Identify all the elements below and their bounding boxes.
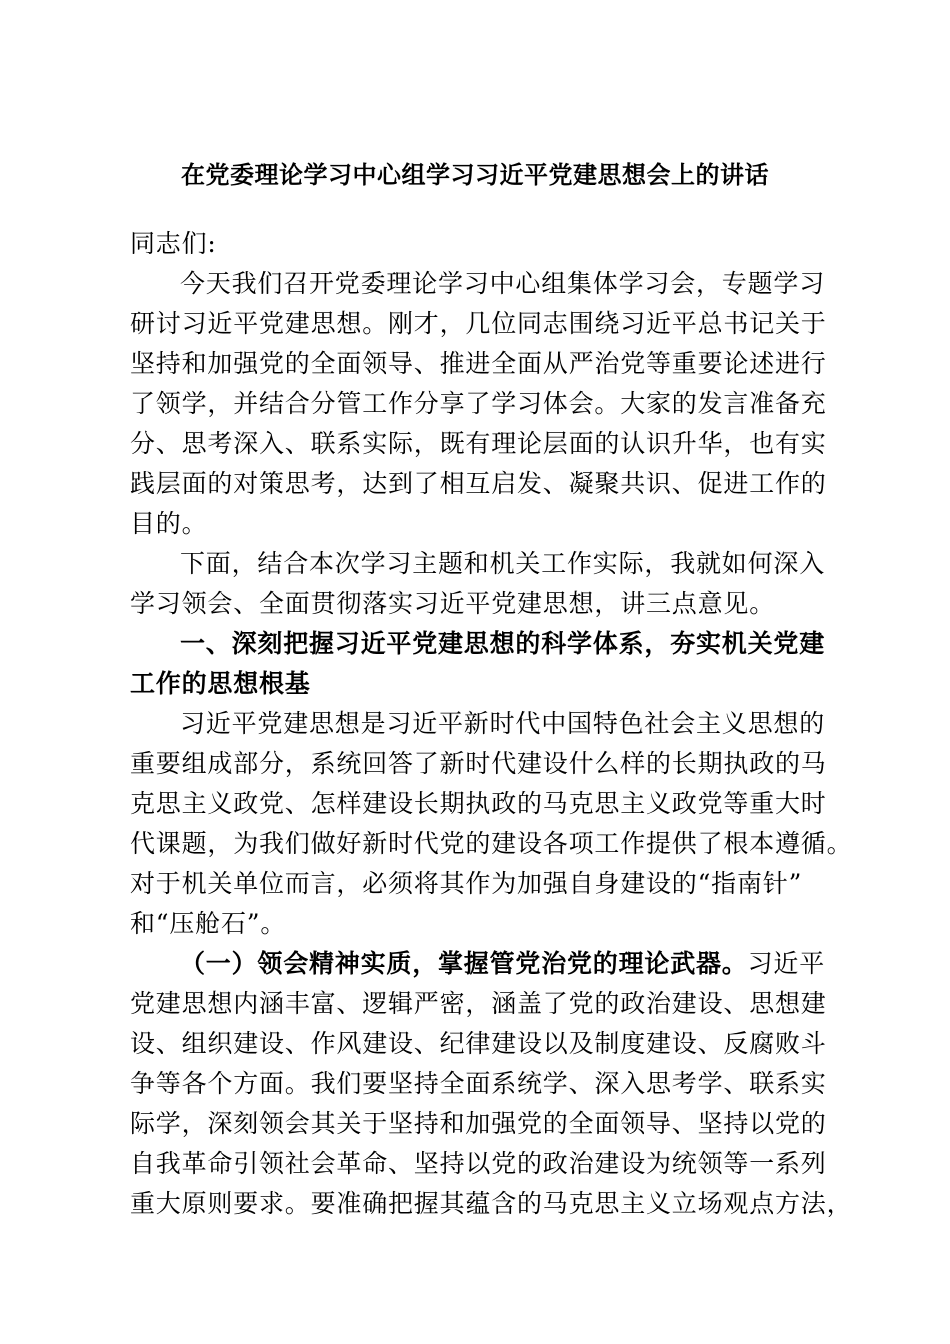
paragraph-line: 下面，结合本次学习主题和机关工作实际，我就如何深入	[180, 549, 826, 578]
paragraph-line: 践层面的对策思考，达到了相互启发、凝聚共识、促进工作的	[130, 469, 827, 498]
paragraph-line: 学习领会、全面贯彻落实习近平党建思想，讲三点意见。	[130, 589, 776, 618]
paragraph-line: 设、组织建设、作风建设、纪律建设以及制度建设、反腐败斗	[130, 1029, 827, 1058]
subsection-line	[130, 944, 830, 984]
subsection-heading: （一）领会精神实质，掌握管党治党的理论武器。	[180, 949, 748, 978]
document-title: 在党委理论学习中心组学习习近平党建思想会上的讲话	[181, 160, 769, 189]
paragraph-line: 代课题，为我们做好新时代党的建设各项工作提供了根本遵循。	[130, 829, 853, 858]
section-heading: 一、深刻把握习近平党建思想的科学体系，夯实机关党建	[180, 629, 826, 658]
paragraph-line: 党建思想内涵丰富、逻辑严密，涵盖了党的政治建设、思想建	[130, 989, 827, 1018]
paragraph-line: 自我革命引领社会革命、坚持以党的政治建设为统领等一系列	[130, 1149, 827, 1178]
paragraph-line: 和“压舱石”。	[130, 909, 287, 938]
paragraph-line: 重大原则要求。要准确把握其蕴含的马克思主义立场观点方法，	[130, 1189, 853, 1218]
paragraph-line: 重要组成部分，系统回答了新时代建设什么样的长期执政的马	[130, 749, 827, 778]
paragraph-line: 克思主义政党、怎样建设长期执政的马克思主义政党等重大时	[130, 789, 827, 818]
paragraph-line: 研讨习近平党建思想。刚才，几位同志围绕习近平总书记关于	[130, 309, 827, 338]
paragraph-line: 今天我们召开党委理论学习中心组集体学习会，专题学习	[180, 269, 826, 298]
paragraph-line: 争等各个方面。我们要坚持全面系统学、深入思考学、联系实	[130, 1069, 827, 1098]
paragraph-line: 坚持和加强党的全面领导、推进全面从严治党等重要论述进行	[130, 349, 827, 378]
paragraph-line: 习近平党建思想是习近平新时代中国特色社会主义思想的	[180, 709, 826, 738]
paragraph-text: 习近平	[747, 949, 826, 978]
paragraph-line: 对于机关单位而言，必须将其作为加强自身建设的“指南针”	[130, 869, 803, 898]
paragraph-line: 际学，深刻领会其关于坚持和加强党的全面领导、坚持以党的	[130, 1109, 827, 1138]
document-body	[130, 224, 853, 1224]
paragraph-line: 了领学，并结合分管工作分享了学习体会。大家的发言准备充	[130, 389, 827, 418]
section-heading: 工作的思想根基	[130, 669, 311, 698]
paragraph-line: 分、思考深入、联系实际，既有理论层面的认识升华，也有实	[130, 429, 827, 458]
salutation: 同志们:	[130, 229, 217, 258]
paragraph-line: 目的。	[130, 509, 208, 538]
